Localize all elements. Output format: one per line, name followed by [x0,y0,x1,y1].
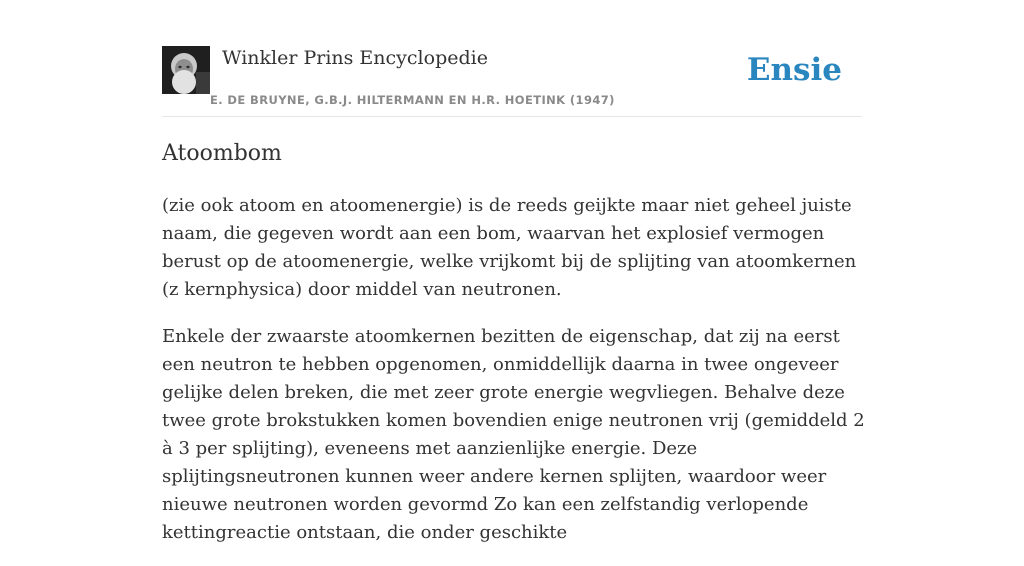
source-header [162,44,862,117]
source-authors: E. DE BRUYNE, G.B.J. HILTERMANN EN H.R. HOETINK (1947) [210,93,615,107]
article-title: Atoombom [162,141,282,166]
article-body [162,192,866,547]
portrait-image [162,46,210,94]
brand-logo[interactable]: Ensie [746,52,842,88]
article [162,137,866,566]
article-paragraph: Enkele der zwaarste atoomkernen bezitten de eigenschap, dat zij na eerst een neutron te hebben opgenomen, onmiddellijk daarna in twee ongeveer gelijke delen breken, die met zeer grote energie wegvliegen. Behalve deze twee grote brokstukken komen bovendien enige neutronen vrij (gemiddeld 2 à 3 per splijting), eveneens met aanzienlijke energie. Deze splijtingsneutronen kunnen weer andere kernen splijten, waardoor weer nieuwe neutronen worden gevormd Zo kan een zelfstandig verlopende kettingreactie ontstaan, die onder geschikte [162,326,865,543]
article-paragraph: (zie ook atoom en atoomenergie) is de reeds geijkte maar niet geheel juiste naam, die gegeven wordt aan een bom, waarvan het explosief vermogen berust op de atoomenergie, welke vrijkomt bij de splijting van atoomkernen (z kernphysica) door middel van neutronen. [162,195,857,300]
author-avatar[interactable] [162,46,210,94]
source-title[interactable]: Winkler Prins Encyclopedie [222,47,488,69]
